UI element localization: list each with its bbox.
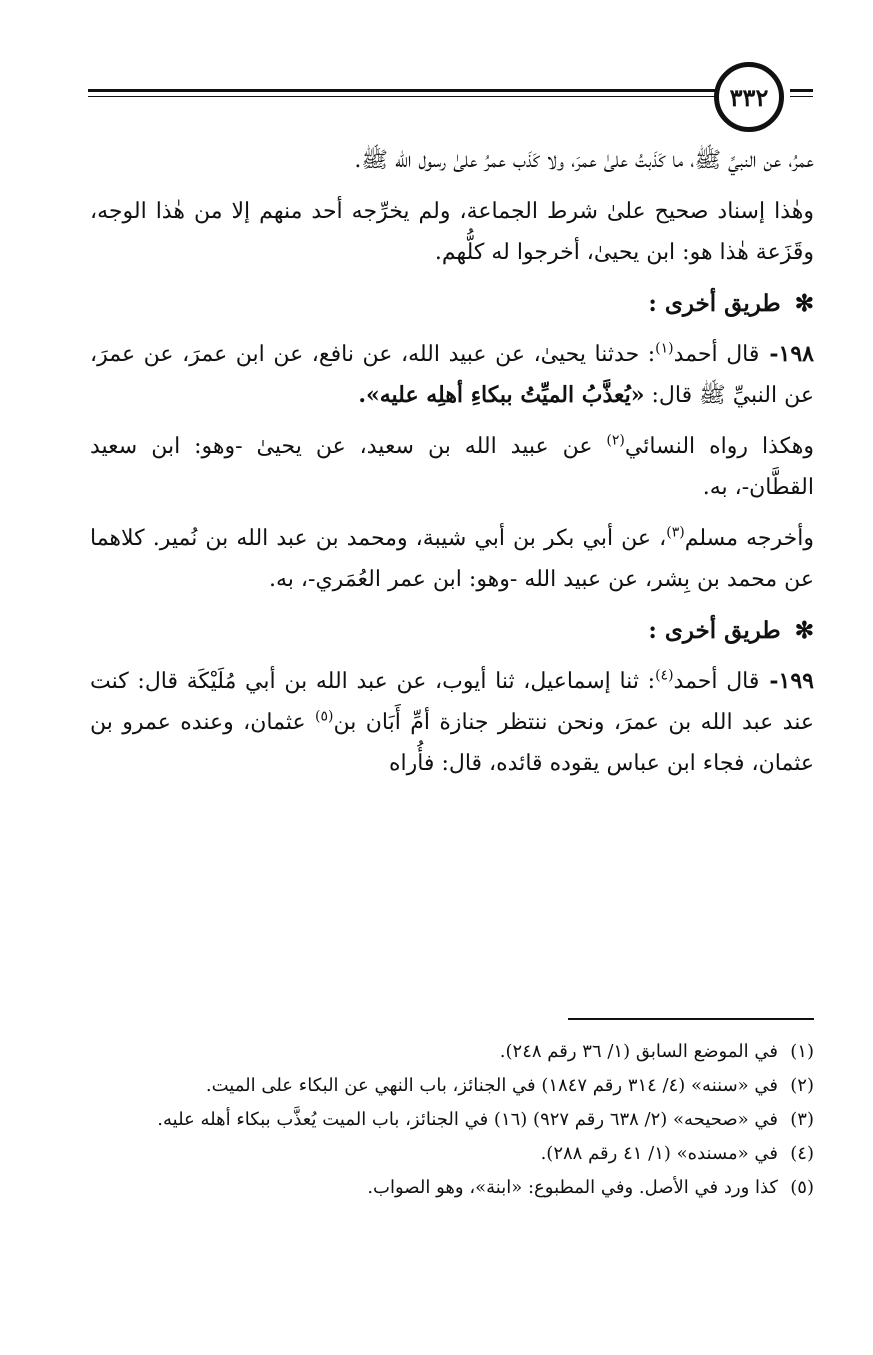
text-span: : ثنا إسماعيل، ثنا أيوب، عن عبد الله بن أبي مُلَيْكَة قال: كنت عند عبد الله بن عمرَ، ونحن ننتظر جنازة أمِّ أَبَان بن [90,669,814,735]
footnotes [90,1036,814,1206]
paragraph: وهٰذا إسناد صحيح علىٰ شرط الجماعة، ولم يخرِّجه أحد منهم إلا من هٰذا الوجه، وقَزَعة هٰذا هو: ابن يحيىٰ، أخرجوا له كلُّهم. [90,199,814,265]
footnote [90,1138,814,1169]
footnote-ref: (٣) [666,524,685,541]
footnote-number: (٣) [790,1109,814,1130]
footnote-text: في «صحيحه» (٢/ ٦٣٨ رقم ٩٢٧) (١٦) في الجنائز، باب الميت يُعذَّب ببكاء أهله عليه. [157,1109,778,1130]
paragraph [90,426,814,508]
footnote-text: في «سننه» (٤/ ٣١٤ رقم ١٨٤٧) في الجنائز، باب النهي عن البكاء على الميت. [205,1075,778,1096]
text-span: وأخرجه مسلم [684,526,814,551]
text-span: عثمان، وعنده عمرو بن عثمان، فجاء ابن عباس يقوده قائده، قال: فأُراه [90,710,814,776]
footnote-number: (٢) [790,1075,814,1096]
page-number: ٣٣٢ [714,62,784,132]
hadith-paragraph [90,661,814,784]
text-span: : حدثنا يحيىٰ، عن عبيد الله، عن نافع، عن ابن عمرَ، عن عمرَ، عن النبيِّ ﷺ قال: [90,342,814,408]
footnote-ref: (٢) [606,432,625,449]
text-span: وهكذا رواه النسائي [624,434,814,459]
text-span: عن عبيد الله بن سعيد، عن يحيىٰ -وهو: ابن سعيد القطَّان-، به. [90,434,814,500]
section-heading-text: طريق أخرى : [648,617,781,644]
footnote [90,1172,814,1203]
footnote-text: في الموضع السابق (١/ ٣٦ رقم ٢٤٨). [499,1041,778,1062]
footnote-text: في «مسنده» (١/ ٤١ رقم ٢٨٨). [540,1143,778,1164]
section-heading [90,283,814,324]
asterisk-icon: ✻ [794,617,814,644]
hadith-quote: «يُعذَّبُ الميِّتُ ببكاءِ أهلِه عليه». [358,382,645,408]
header-rule-end [790,89,813,92]
header-rule-end-thin [790,96,813,97]
footnote [90,1036,814,1067]
text-span: قال أحمد [673,342,760,367]
footnote-ref: (٥) [315,708,334,725]
footnote-separator [568,1018,814,1020]
page-header [88,62,813,142]
header-rule [88,89,716,92]
hadith-paragraph [90,334,814,416]
footnote-ref: (٤) [655,667,674,684]
section-heading-text: طريق أخرى : [648,290,781,317]
footnote-text: كذا ورد في الأصل. وفي المطبوع: «ابنة»، وهو الصواب. [367,1177,778,1198]
footnote [90,1104,814,1135]
text-span: قال أحمد [673,669,760,694]
footnote [90,1070,814,1101]
footnote-number: (١) [790,1041,814,1062]
paragraph: عمرُ، عن النبيِّ ﷺ، ما كَذَبتُ علىٰ عمرَ، ولا كَذَب عمرُ علىٰ رسول الله ﷺ. [354,148,814,173]
hadith-number: ١٩٩- [769,668,814,694]
asterisk-icon: ✻ [794,290,814,317]
header-rule-thin [88,96,716,97]
footnote-number: (٤) [790,1143,814,1164]
text-span: ، عن أبي بكر بن أبي شيبة، ومحمد بن عبد الله بن نُمير. كلاهما عن محمد بن بِشر، عن عبيد الله -وهو: ابن عمر العُمَري-، به. [90,526,814,592]
paragraph [90,518,814,600]
section-heading [90,610,814,651]
footnote-ref: (١) [655,340,674,357]
main-text [90,140,814,794]
footnote-number: (٥) [790,1177,814,1198]
hadith-number: ١٩٨- [769,341,814,367]
